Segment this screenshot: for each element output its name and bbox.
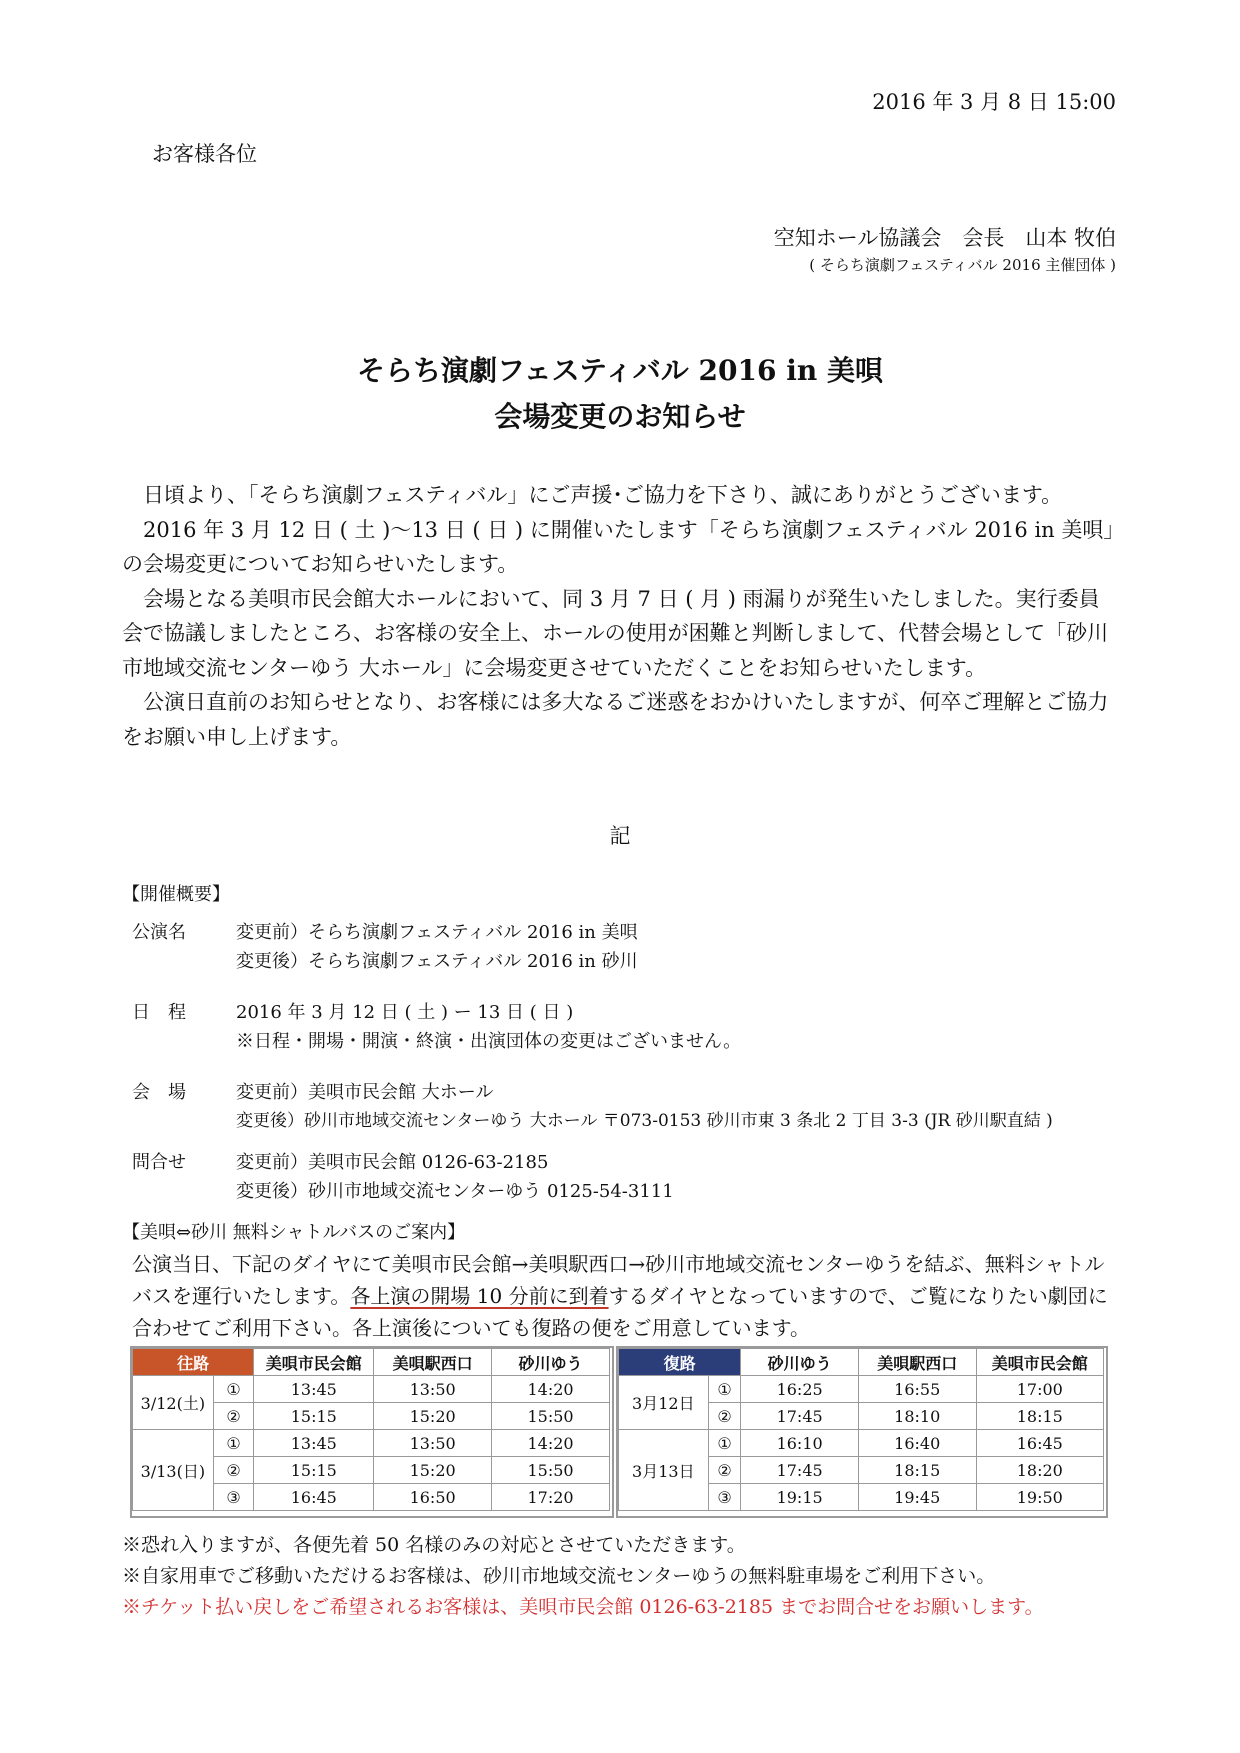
- body-paragraph: 2016 年 3 月 12 日 ( 土 )〜13 日 ( 日 ) に開催いたします「そらち演劇フェスティバル 2016 in 美唄」の会場変更についてお知らせいたします。: [122, 517, 1114, 576]
- body-text: [122, 478, 1117, 754]
- time-cell: 13:45: [254, 1376, 374, 1403]
- trip-number: ②: [213, 1403, 254, 1430]
- time-cell: 14:20: [492, 1376, 610, 1403]
- date-cell: 3月13日: [619, 1430, 709, 1511]
- time-cell: 16:55: [858, 1376, 976, 1403]
- time-cell: 15:15: [254, 1403, 374, 1430]
- overview-label: 会 場: [132, 1082, 186, 1103]
- shuttle-text-b: するダイヤとなっていますので、ご覧になりたい劇団に合わせてご利用下さい。各上演後についても復路の便をご用意しています。: [132, 1284, 1108, 1340]
- outbound-label: 往路: [133, 1349, 254, 1376]
- sender-name: 空知ホール協議会 会長 山本 牧伯: [773, 226, 1116, 250]
- trip-number: ②: [708, 1457, 741, 1484]
- return-label: 復路: [619, 1349, 741, 1376]
- time-cell: 18:10: [858, 1403, 976, 1430]
- time-cell: 17:00: [976, 1376, 1103, 1403]
- trip-number: ①: [213, 1376, 254, 1403]
- table-row: [619, 1349, 1104, 1376]
- shuttle-text-a: 公演当日、下記のダイヤにて美唄市民会館→美唄駅西口→砂川市地域交流センターゆうを結ぶ、無料シャトルバスを運行いたします。: [132, 1252, 1105, 1308]
- time-cell: 15:15: [254, 1457, 374, 1484]
- note-refund: ※チケット払い戻しをご希望されるお客様は、美唄市民会館 0126-63-2185 までお問合せをお願いします。: [122, 1596, 1044, 1618]
- time-cell: 16:10: [741, 1430, 859, 1457]
- trip-number: ③: [708, 1484, 741, 1511]
- table-row: [619, 1376, 1104, 1403]
- time-cell: 15:50: [492, 1403, 610, 1430]
- time-cell: 16:45: [254, 1484, 374, 1511]
- overview-line: ※日程・開場・開演・終演・出演団体の変更はございません。: [236, 1031, 742, 1052]
- document-date: 2016 年 3 月 8 日 15:00: [872, 90, 1116, 114]
- column-header: 美唄市民会館: [254, 1349, 374, 1376]
- trip-number: ③: [213, 1484, 254, 1511]
- trip-number: ②: [213, 1457, 254, 1484]
- time-cell: 16:50: [374, 1484, 492, 1511]
- overview-heading: 【開催概要】: [122, 884, 230, 905]
- time-cell: 13:50: [374, 1376, 492, 1403]
- time-cell: 16:25: [741, 1376, 859, 1403]
- time-cell: 16:40: [858, 1430, 976, 1457]
- trip-number: ①: [708, 1376, 741, 1403]
- time-cell: 15:50: [492, 1457, 610, 1484]
- time-cell: 15:20: [374, 1403, 492, 1430]
- body-paragraph: 会場となる美唄市民会館大ホールにおいて、同 3 月 7 日 ( 月 ) 雨漏りが発生いたしました。実行委員会で協議しましたところ、お客様の安全上、ホールの使用が困難と判断しまして、代替会場として「砂川市地域交流センターゆう 大ホール」に会場変更させていただくことをお知らせいたします。: [122, 586, 1109, 680]
- date-cell: 3月12日: [619, 1376, 709, 1430]
- overview-line: 変更後）そらち演劇フェスティバル 2016 in 砂川: [236, 951, 638, 972]
- overview-label: 問合せ: [132, 1152, 186, 1173]
- table-row: [133, 1349, 610, 1376]
- overview-line: 変更前）美唄市民会館 大ホール: [236, 1082, 494, 1103]
- time-cell: 19:50: [976, 1484, 1103, 1511]
- overview-line: 変更後）砂川市地域交流センターゆう 0125-54-3111: [236, 1181, 674, 1202]
- column-header: 砂川ゆう: [741, 1349, 859, 1376]
- time-cell: 18:20: [976, 1457, 1103, 1484]
- table-row: [619, 1430, 1104, 1457]
- overview-line: 変更前）美唄市民会館 0126-63-2185: [236, 1152, 549, 1173]
- outbound-timetable: [132, 1348, 610, 1511]
- shuttle-description: [132, 1248, 1122, 1344]
- overview-label: 日 程: [132, 1002, 186, 1023]
- table-row: [133, 1376, 610, 1403]
- return-timetable: [618, 1348, 1104, 1511]
- column-header: 砂川ゆう: [492, 1349, 610, 1376]
- column-header: 美唄駅西口: [374, 1349, 492, 1376]
- body-paragraph: 日頃より、「そらち演劇フェスティバル」にご声援･ご協力を下さり、誠にありがとうございます。: [143, 483, 1063, 507]
- trip-number: ①: [708, 1430, 741, 1457]
- time-cell: 17:20: [492, 1484, 610, 1511]
- overview-label: 公演名: [132, 922, 186, 943]
- note-parking: ※自家用車でご移動いただけるお客様は、砂川市地域交流センターゆうの無料駐車場をご利用下さい。: [122, 1565, 996, 1587]
- trip-number: ①: [213, 1430, 254, 1457]
- time-cell: 18:15: [976, 1403, 1103, 1430]
- time-cell: 13:50: [374, 1430, 492, 1457]
- title-line-2: 会場変更のお知らせ: [494, 400, 746, 433]
- overview-line: 変更後）砂川市地域交流センターゆう 大ホール 〒073-0153 砂川市東 3 条北 2 丁目 3-3 (JR 砂川駅直結 ): [236, 1111, 1053, 1131]
- column-header: 美唄市民会館: [976, 1349, 1103, 1376]
- time-cell: 18:15: [858, 1457, 976, 1484]
- column-header: 美唄駅西口: [858, 1349, 976, 1376]
- ki-marker: 記: [609, 824, 631, 848]
- date-cell: 3/13(日): [133, 1430, 214, 1511]
- event-overview: [122, 880, 1122, 1210]
- trip-number: ②: [708, 1403, 741, 1430]
- shuttle-text-underlined: 各上演の開場 10 分前に到着: [350, 1284, 609, 1308]
- addressee: お客様各位: [152, 142, 257, 166]
- time-cell: 13:45: [254, 1430, 374, 1457]
- title-line-1: そらち演劇フェスティバル 2016 in 美唄: [357, 354, 883, 387]
- time-cell: 19:45: [858, 1484, 976, 1511]
- body-paragraph: 公演日直前のお知らせとなり、お客様には多大なるご迷惑をおかけいたしますが、何卒ご理解とご協力をお願い申し上げます。: [122, 690, 1109, 749]
- shuttle-heading: 【美唄⇔砂川 無料シャトルバスのご案内】: [122, 1222, 466, 1243]
- time-cell: 14:20: [492, 1430, 610, 1457]
- time-cell: 19:15: [741, 1484, 859, 1511]
- notes: [122, 1530, 1044, 1623]
- time-cell: 17:45: [741, 1403, 859, 1430]
- overview-line: 2016 年 3 月 12 日 ( 土 ) ー 13 日 ( 日 ): [236, 1002, 574, 1023]
- note-capacity: ※恐れ入りますが、各便先着 50 名様のみの対応とさせていただきます。: [122, 1534, 746, 1556]
- document-title: [0, 348, 1240, 440]
- overview-line: 変更前）そらち演劇フェスティバル 2016 in 美唄: [236, 922, 638, 943]
- sender-organization: ( そらち演劇フェスティバル 2016 主催団体 ): [809, 256, 1116, 274]
- time-cell: 17:45: [741, 1457, 859, 1484]
- date-cell: 3/12(土): [133, 1376, 214, 1430]
- time-cell: 15:20: [374, 1457, 492, 1484]
- time-cell: 16:45: [976, 1430, 1103, 1457]
- table-row: [133, 1430, 610, 1457]
